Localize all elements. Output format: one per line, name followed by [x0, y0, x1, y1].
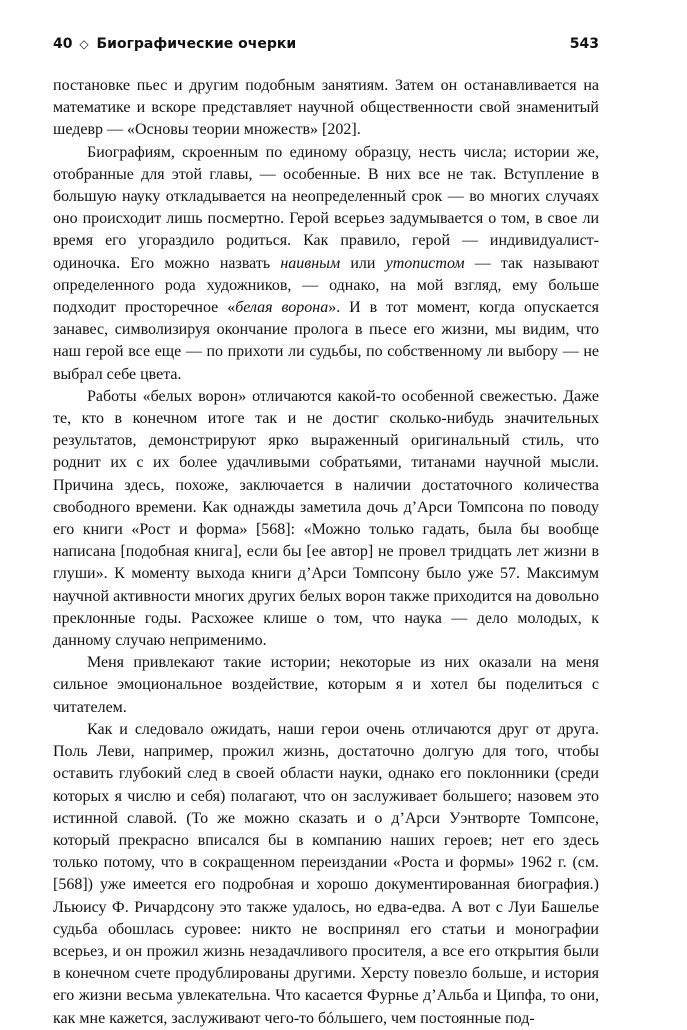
emphasis-white-crow: белая ворона: [235, 299, 329, 317]
paragraph-1: постановке пьес и другим подобным занятиям. Затем он останавливается на математике и вскоре представляет научной общественности свой знаменитый шедевр — «Основы теории множеств» [202].: [53, 77, 599, 139]
paragraph-3: Работы «белых ворон» отличаются какой-то особенной свежестью. Даже те, кто в конечном итоге так и не достиг сколько-нибудь значительных результатов, демонстрируют ярко выраженный оригинальный стиль, что роднит их с их более удачливыми собратьями, титанами научной мысли. Причина здесь, похоже, заключается в наличии достаточного количества свободного времени. Как однажды заметила дочь д’Арси Томпсона по поводу его книги «Рост и форма» [568]: «Можно только гадать, была бы вообще написана [подобная книга], если бы [ее автор] не провел тридцать лет жизни в глуши». К моменту выхода книги д’Арси Томпсону было уже 57. Максимум научной активности многих других белых ворон также приходится на довольно преклонные годы. Расхожее клише о том, что наука — дело молодых, к данному случаю неприменимо.: [53, 387, 599, 650]
diamond-separator-icon: ◇: [79, 37, 89, 51]
page-number: 543: [569, 36, 599, 52]
emphasis-utopian: утопистом: [385, 254, 465, 272]
chapter-title: Биографические очерки: [96, 36, 297, 52]
chapter-heading: [53, 36, 296, 52]
paragraph-4: Меня привлекают такие истории; некоторые из них оказали на меня сильное эмоциональное воздействие, которым я и хотел бы поделиться с читателем.: [53, 654, 599, 716]
paragraph-5: Как и следовало ожидать, наши герои очень отличаются друг от друга. Поль Леви, например, прожил жизнь, достаточно долгую для того, чтобы оставить глубокий след в своей области науки, однако его поклонники (среди которых я числю и себя) полагают, что он заслуживает большего; назовем это истинной славой. (То же можно сказать и о д’Арси Уэнтворте Томпсоне, который прекрасно вписался бы в компанию наших героев; нет его здесь только потому, что в сокращенном переиздании «Роста и формы» 1962 г. (см. [568]) уже имеется его подробная и хорошо документированная биография.) Льюису Ф. Ричардсону это также удалось, но едва-едва. А вот с Луи Башелье судьба обошлась суровее: никто не воспринял его статьи и монографии всерьез, и он прожил жизнь незадачливого просителя, а все его открытия были в конечном счете продублированы другими. Херсту повезло больше, и история его жизни весьма увлекательна. Что касается Фурнье д’Альба и Ципфа, то они, как мне кажется, заслуживают чего-то бóльшего, чем постоянные под-: [53, 720, 599, 1027]
emphasis-naive: наивным: [280, 254, 341, 272]
body-text: [53, 75, 599, 1030]
paragraph-2: Биографиям, скроенным по единому образцу, несть числа; истории же, отобранные для этой главы, — особенные. В них все не так. Вступление в большую науку откладывается на неопределенный срок — во многих случаях оно происходит лишь посмертно. Герой всерьез задумывается о том, в свое ли время его угораздило родиться. Как правило, герой — индивидуалист-одиночка. Его можно назвать наивным или утопистом — так называют определенного рода художников, — однако, на мой взгляд, ему больше подходит просторечное «белая ворона». И в тот момент, когда опускается занавес, символизируя окончание пролога в пьесе его жизни, мы видим, что наш герой все еще — по прихоти ли судьбы, по собственному ли выбору — не выбрал себе цвета.: [53, 143, 600, 383]
running-head: [53, 36, 599, 56]
chapter-number: 40: [53, 36, 73, 52]
